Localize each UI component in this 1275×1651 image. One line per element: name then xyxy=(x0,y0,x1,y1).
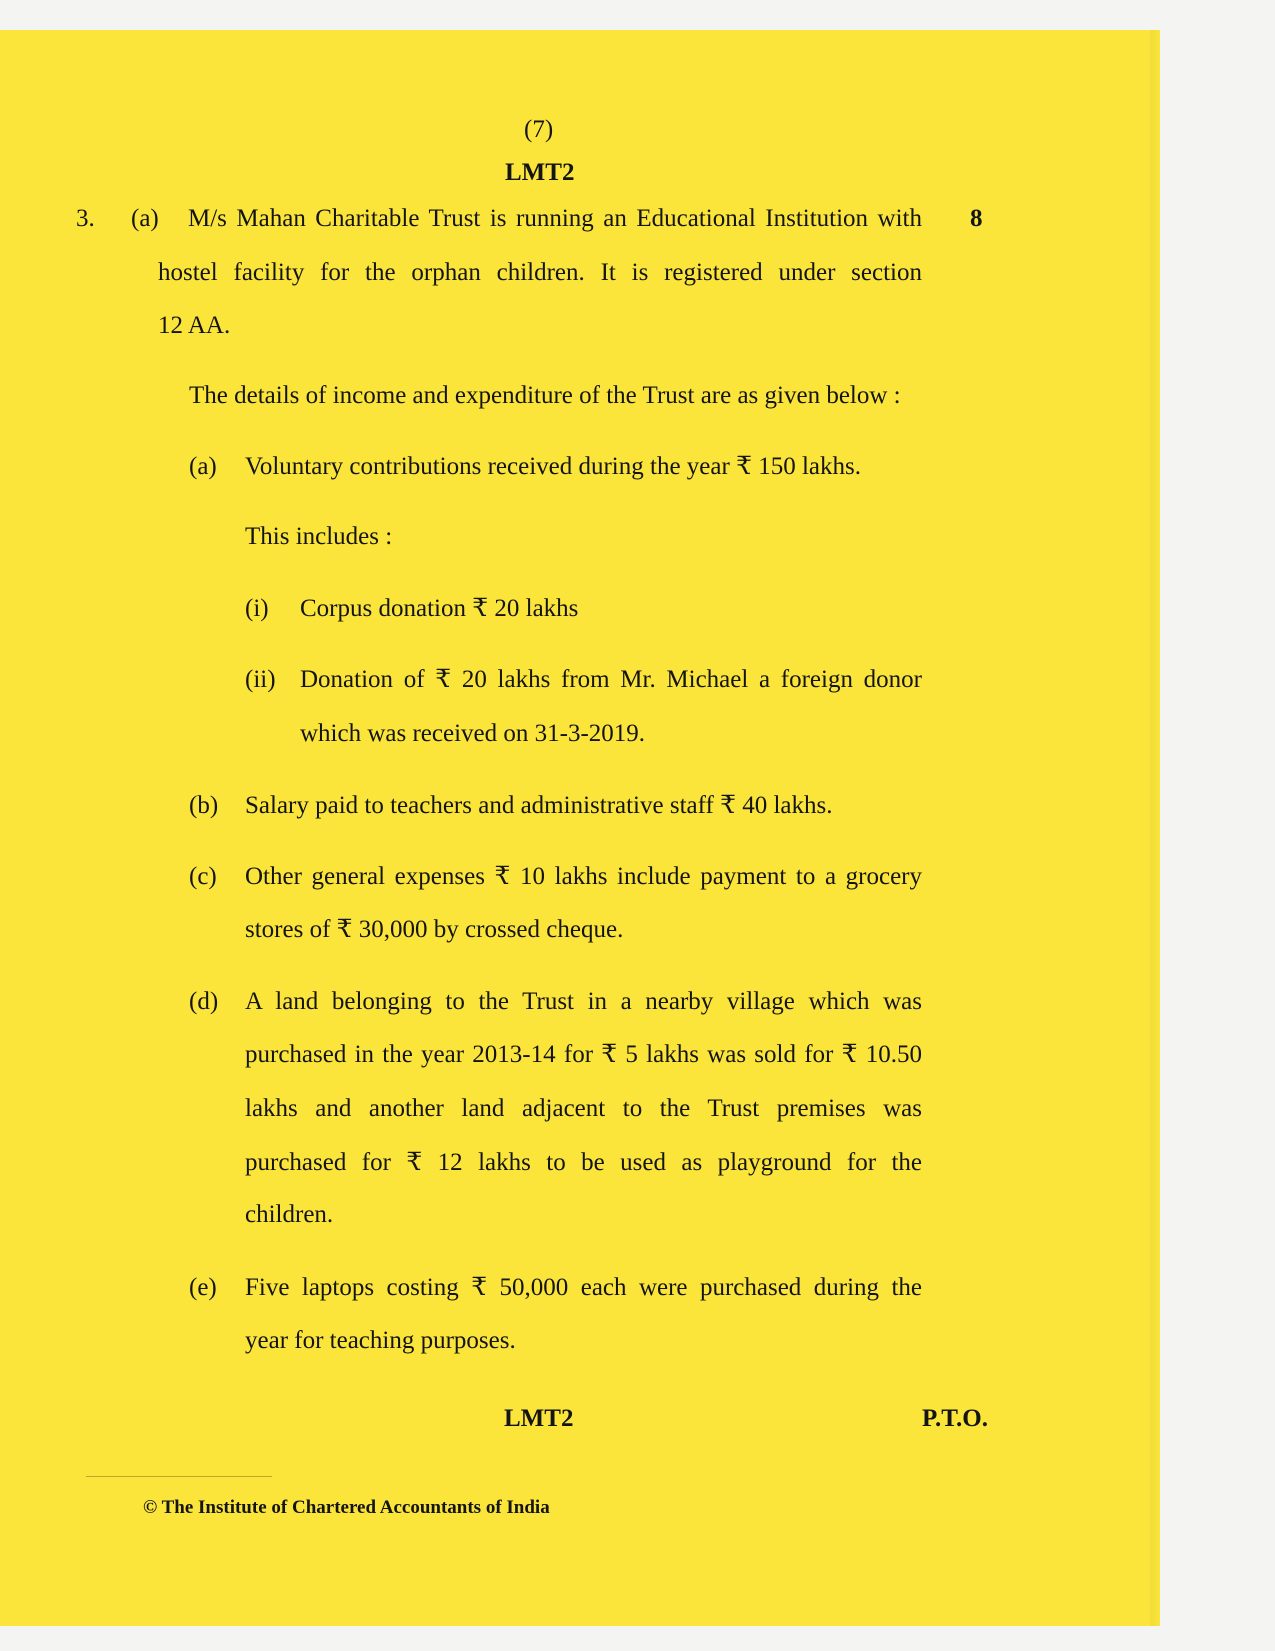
item-d-line-5: children. xyxy=(245,1201,334,1228)
item-d-label: (d) xyxy=(189,988,219,1015)
item-e-line-2: year for teaching purposes. xyxy=(245,1327,516,1354)
item-c-line-1: Other general expenses ₹ 10 lakhs include payment to a grocery xyxy=(245,863,922,890)
intro-line-3: 12 AA. xyxy=(158,312,231,339)
item-c-line-2: stores of ₹ 30,000 by crossed cheque. xyxy=(245,916,624,943)
question-part: (a) xyxy=(131,205,159,232)
item-d-line-4: purchased for ₹ 12 lakhs to be used as playground for the xyxy=(245,1149,922,1176)
item-b-text: Salary paid to teachers and administrative staff ₹ 40 lakhs. xyxy=(245,792,833,819)
page-edge xyxy=(1150,30,1160,1626)
item-a-label: (a) xyxy=(189,453,217,480)
item-a-sub-i-text: Corpus donation ₹ 20 lakhs xyxy=(300,595,579,622)
footer-divider xyxy=(86,1476,272,1477)
item-e-line-1: Five laptops costing ₹ 50,000 each were purchased during the xyxy=(245,1274,922,1301)
item-a-includes: This includes : xyxy=(245,523,393,550)
item-a-sub-i-label: (i) xyxy=(245,595,269,622)
paper-code-header: LMT2 xyxy=(505,159,575,186)
intro-line-2: hostel facility for the orphan children. It is registered under section xyxy=(158,259,922,286)
item-d-line-3: lakhs and another land adjacent to the Trust premises was xyxy=(245,1095,922,1122)
pto-label: P.T.O. xyxy=(922,1405,988,1432)
paper-code-footer: LMT2 xyxy=(504,1405,574,1432)
item-d-line-2: purchased in the year 2013-14 for ₹ 5 lakhs was sold for ₹ 10.50 xyxy=(245,1041,922,1068)
copyright-notice: © The Institute of Chartered Accountants of India xyxy=(143,1497,550,1518)
page-number: (7) xyxy=(524,116,554,143)
item-d-line-1: A land belonging to the Trust in a nearby village which was xyxy=(245,988,922,1015)
item-a-sub-ii-line-2: which was received on 31-3-2019. xyxy=(300,720,646,747)
item-a-text: Voluntary contributions received during the year ₹ 150 lakhs. xyxy=(245,453,861,480)
details-line: The details of income and expenditure of the Trust are as given below : xyxy=(189,382,901,409)
item-a-sub-ii-label: (ii) xyxy=(245,666,276,693)
item-a-sub-ii-line-1: Donation of ₹ 20 lakhs from Mr. Michael a foreign donor xyxy=(300,666,922,693)
item-e-label: (e) xyxy=(189,1274,217,1301)
marks: 8 xyxy=(970,205,983,232)
intro-line-1: M/s Mahan Charitable Trust is running an Educational Institution with xyxy=(188,205,922,232)
question-number: 3. xyxy=(76,205,95,232)
item-b-label: (b) xyxy=(189,792,219,819)
item-c-label: (c) xyxy=(189,863,217,890)
